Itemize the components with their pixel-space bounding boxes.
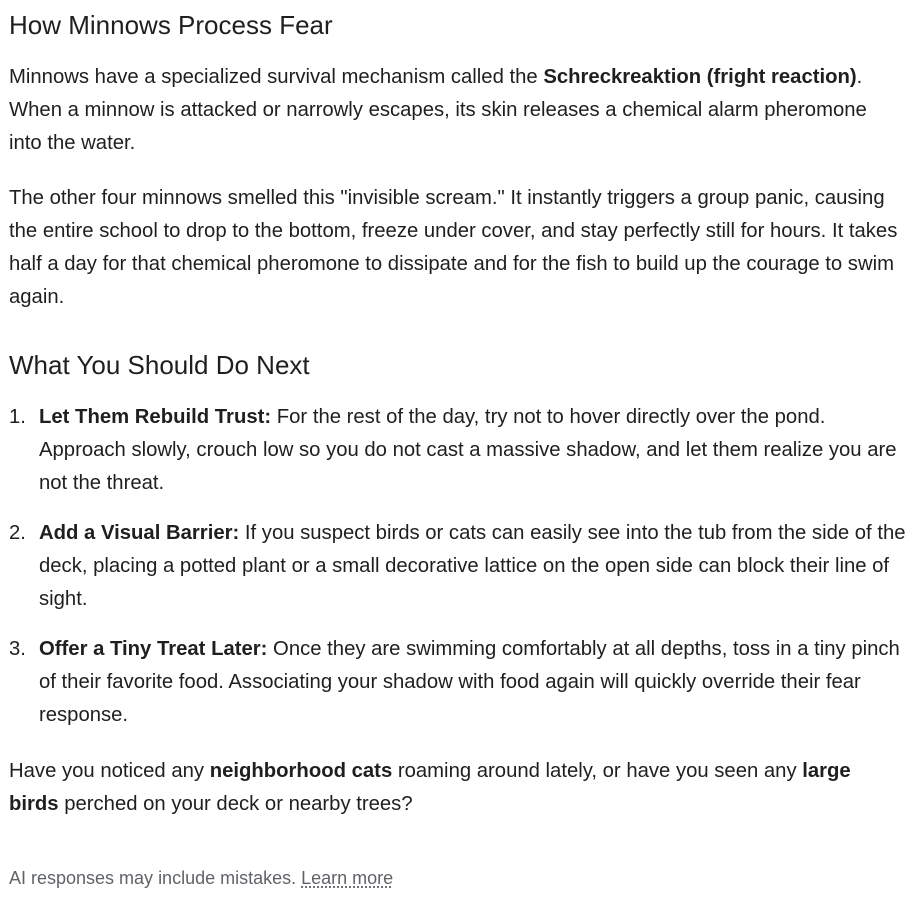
paragraph-fright-reaction <box>9 61 904 160</box>
list-item <box>9 401 909 500</box>
p1-text-a: Minnows have a specialized survival mechanism called the <box>9 66 544 88</box>
list-number: 2. <box>9 522 26 544</box>
list-item-title: Add a Visual Barrier: <box>39 522 240 544</box>
disclaimer-text: AI responses may include mistakes. <box>9 868 302 888</box>
q-text-c: perched on your deck or nearby trees? <box>58 793 413 815</box>
heading-how-minnows-process-fear: How Minnows Process Fear <box>9 10 333 40</box>
learn-more-link[interactable]: Learn more <box>301 868 394 888</box>
list-number: 1. <box>9 406 26 428</box>
q-text-a: Have you noticed any <box>9 760 210 782</box>
list-item-title: Offer a Tiny Treat Later: <box>39 638 268 660</box>
q-text-b: roaming around lately, or have you seen any <box>392 760 803 782</box>
list-item <box>9 517 909 616</box>
list-item-text: For the rest of the day, try not to hover directly over the pond. Approach slowly, crouch low so you do not cast a massive shadow, and let them realize you are not the threat. <box>39 406 897 494</box>
paragraph-invisible-scream: The other four minnows smelled this "invisible scream." It instantly triggers a group panic, causing the entire school to drop to the bottom, freeze under cover, and stay perfectly still for hours. It takes half a day for that chemical pheromone to dissipate and for the fish to build up the courage to swim again. <box>9 187 898 308</box>
list-item-title: Let Them Rebuild Trust: <box>39 406 272 428</box>
follow-up-question <box>9 755 904 821</box>
p1-text-b: . When a minnow is attacked or narrowly escapes, its skin releases a chemical alarm pheromone into the water. <box>9 66 867 154</box>
q-bold-cats: neighborhood cats <box>209 760 393 782</box>
heading-what-you-should-do-next: What You Should Do Next <box>9 350 310 380</box>
q-bold-birds: large birds <box>9 760 851 815</box>
list-item <box>9 633 909 732</box>
p1-bold: Schreckreaktion (fright reaction) <box>543 66 857 88</box>
list-item-text: If you suspect birds or cats can easily see into the tub from the side of the deck, placing a potted plant or a small decorative lattice on the open side can block their line of sight. <box>39 522 906 610</box>
disclaimer-footer <box>9 864 393 892</box>
list-item-text: Once they are swimming comfortably at all depths, toss in a tiny pinch of their favorite food. Associating your shadow with food again will quickly override their fear response. <box>39 638 900 726</box>
list-number: 3. <box>9 638 26 660</box>
next-steps-list <box>9 401 909 732</box>
